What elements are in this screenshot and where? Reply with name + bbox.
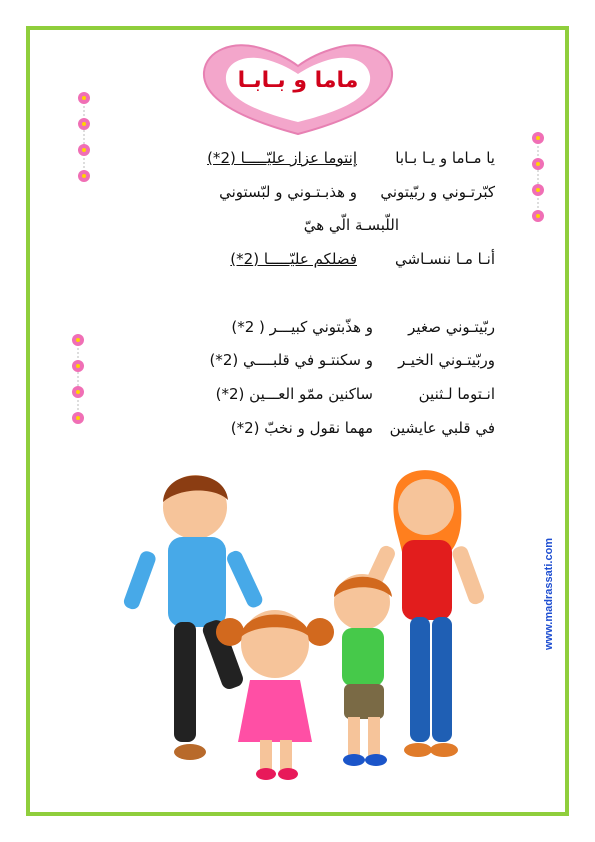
verse-right: كبّرتـوني و ربّيتوني	[380, 183, 495, 201]
flower-chain-right	[530, 130, 546, 226]
verse-right: في قلبي عايشين	[389, 419, 495, 437]
verse-right: انـتوما لـثنين	[418, 385, 495, 403]
verse-left: و هذبـتـوني و لبّستوني	[219, 183, 357, 201]
verse-center: اللّبسـة الّي هيّ	[303, 216, 399, 234]
flower-chain-left-bottom	[70, 332, 86, 428]
watermark	[542, 510, 556, 650]
verse-right: يا مـاما و يـا بـابا	[395, 149, 495, 167]
watermark-text: www.madrassati.com	[543, 537, 555, 650]
verse-left: فضلكم عليّـــــا (2*)	[230, 250, 357, 268]
page-title: ماما و بـابـا	[237, 68, 359, 93]
verse-left: إنتوما عزاز عليّـــــا (2*)	[207, 149, 357, 167]
flower-chain-icon	[530, 130, 546, 226]
verse-right: ربّيتـوني صغير	[408, 318, 495, 336]
verse-right: أنـا مـا ننسـاشي	[395, 250, 495, 268]
flower-chain-left-top	[76, 90, 92, 186]
flower-chain-icon	[70, 332, 86, 428]
verse-left: و سكنتـو في قلبــــي (2*)	[209, 351, 373, 369]
boy-figure	[334, 574, 392, 766]
girl-figure	[216, 610, 334, 780]
verse-left: مهما نقول و نخبّ (2*)	[230, 419, 373, 437]
verse-left: و هذّبتوني كبيـــر ( 2*)	[231, 318, 373, 336]
verse-left: ساكنين ممّو العـــين (2*)	[215, 385, 373, 403]
family-illustration	[120, 452, 490, 792]
verse-right: وربّيتـوني الخيـر	[398, 351, 495, 369]
flower-chain-icon	[76, 90, 92, 186]
